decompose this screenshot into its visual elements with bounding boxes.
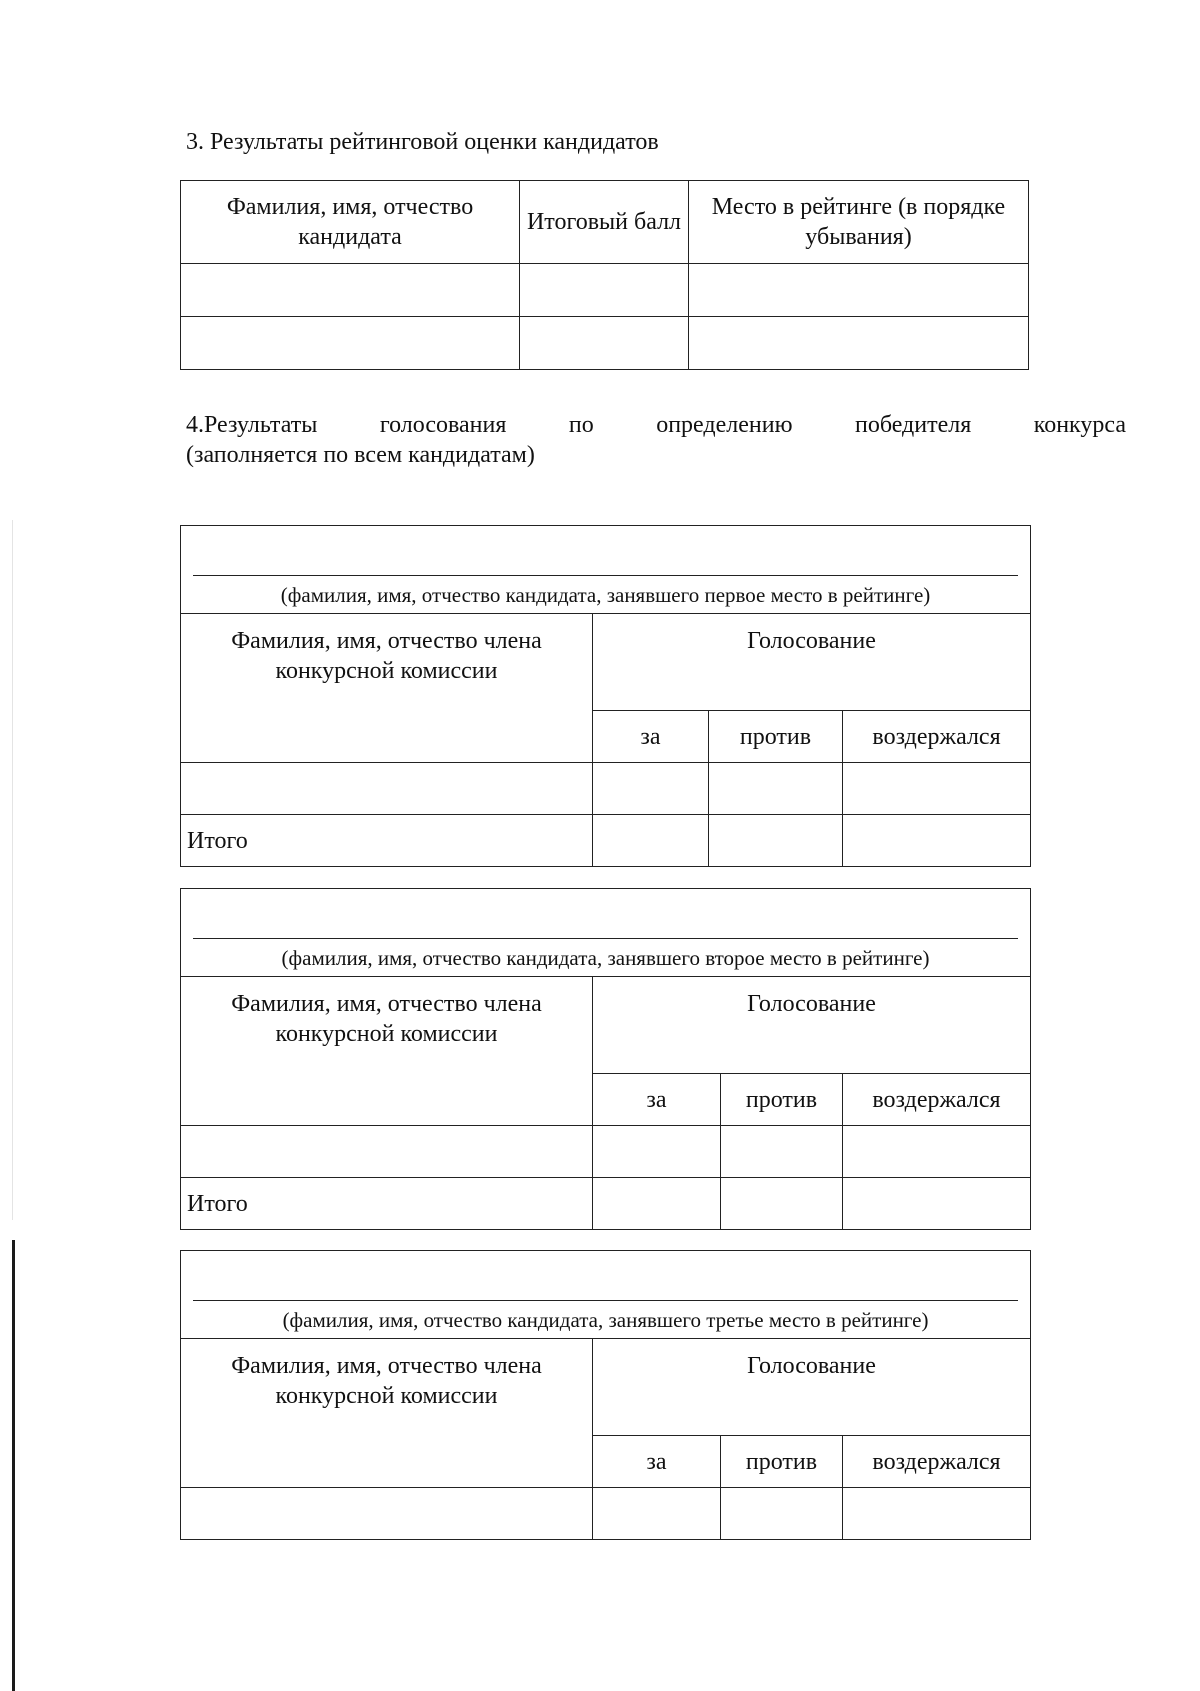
rating-cell-place[interactable] (689, 317, 1029, 370)
candidate-name-line (193, 1300, 1018, 1301)
voting-header: Голосование (593, 977, 1031, 1074)
member-column-header: Фамилия, имя, отчество члена конкурсной комиссии (181, 614, 593, 763)
total-for-cell[interactable] (593, 815, 709, 867)
candidate-name-field[interactable] (181, 889, 1031, 977)
section-4-title (186, 410, 1126, 470)
rating-cell-name[interactable] (181, 264, 520, 317)
rating-header-name: Фамилия, имя, отчество кандидата (181, 181, 520, 264)
rating-cell-name[interactable] (181, 317, 520, 370)
member-name-cell[interactable] (181, 1488, 593, 1540)
vote-table-third-place (180, 1250, 1031, 1540)
rating-header-place: Место в рейтинге (в порядке убывания) (689, 181, 1029, 264)
rating-cell-score[interactable] (520, 264, 689, 317)
section-3-title: 3. Результаты рейтинговой оценки кандидатов (186, 129, 659, 155)
vote-row (181, 763, 1031, 815)
rating-table (180, 180, 1029, 370)
member-column-header: Фамилия, имя, отчество члена конкурсной комиссии (181, 1339, 593, 1488)
total-for-cell[interactable] (593, 1178, 721, 1230)
scan-edge-line (12, 1240, 15, 1691)
member-name-cell[interactable] (181, 1126, 593, 1178)
vote-abstained-cell[interactable] (843, 763, 1031, 815)
vote-against-header: против (709, 711, 843, 763)
candidate-caption: (фамилия, имя, отчество кандидата, занявшего первое место в рейтинге) (280, 583, 931, 607)
vote-against-cell[interactable] (721, 1126, 843, 1178)
vote-table-second-place (180, 888, 1031, 1230)
scan-shadow-line (12, 520, 13, 1220)
vote-row (181, 1488, 1031, 1540)
total-against-cell[interactable] (709, 815, 843, 867)
candidate-name-field[interactable] (181, 1251, 1031, 1339)
total-abstained-cell[interactable] (843, 1178, 1031, 1230)
total-against-cell[interactable] (721, 1178, 843, 1230)
vote-abstained-cell[interactable] (843, 1488, 1031, 1540)
vote-for-cell[interactable] (593, 763, 709, 815)
rating-cell-place[interactable] (689, 264, 1029, 317)
rating-row (181, 264, 1029, 317)
rating-header-row (181, 181, 1029, 264)
vote-for-cell[interactable] (593, 1126, 721, 1178)
section-4-subtitle: (заполняется по всем кандидатам) (186, 442, 535, 468)
member-column-header: Фамилия, имя, отчество члена конкурсной комиссии (181, 977, 593, 1126)
vote-against-header: против (721, 1074, 843, 1126)
total-abstained-cell[interactable] (843, 815, 1031, 867)
voting-header: Голосование (593, 614, 1031, 711)
candidate-caption: (фамилия, имя, отчество кандидата, занявшего второе место в рейтинге) (281, 946, 930, 970)
rating-header-score: Итоговый балл (520, 181, 689, 264)
member-name-cell[interactable] (181, 763, 593, 815)
title-word: конкурса (1033, 412, 1126, 438)
vote-for-header: за (593, 1436, 721, 1488)
title-word: определению (656, 412, 793, 438)
vote-for-header: за (593, 1074, 721, 1126)
vote-against-header: против (721, 1436, 843, 1488)
vote-abstained-header: воздержался (843, 1074, 1031, 1126)
rating-cell-score[interactable] (520, 317, 689, 370)
vote-against-cell[interactable] (709, 763, 843, 815)
rating-row (181, 317, 1029, 370)
candidate-caption: (фамилия, имя, отчество кандидата, занявшего третье место в рейтинге) (282, 1308, 929, 1332)
title-word: голосования (379, 412, 507, 438)
candidate-name-field[interactable] (181, 526, 1031, 614)
title-word: по (568, 412, 594, 438)
total-row (181, 1178, 1031, 1230)
title-word: 4.Результаты (186, 412, 318, 438)
vote-for-header: за (593, 711, 709, 763)
total-label: Итого (181, 1178, 593, 1230)
candidate-name-line (193, 938, 1018, 939)
vote-abstained-cell[interactable] (843, 1126, 1031, 1178)
title-word: победителя (854, 412, 972, 438)
vote-for-cell[interactable] (593, 1488, 721, 1540)
total-row (181, 815, 1031, 867)
vote-row (181, 1126, 1031, 1178)
vote-against-cell[interactable] (721, 1488, 843, 1540)
vote-abstained-header: воздержался (843, 711, 1031, 763)
vote-abstained-header: воздержался (843, 1436, 1031, 1488)
vote-table-first-place (180, 525, 1031, 867)
total-label: Итого (181, 815, 593, 867)
candidate-name-line (193, 575, 1018, 576)
voting-header: Голосование (593, 1339, 1031, 1436)
